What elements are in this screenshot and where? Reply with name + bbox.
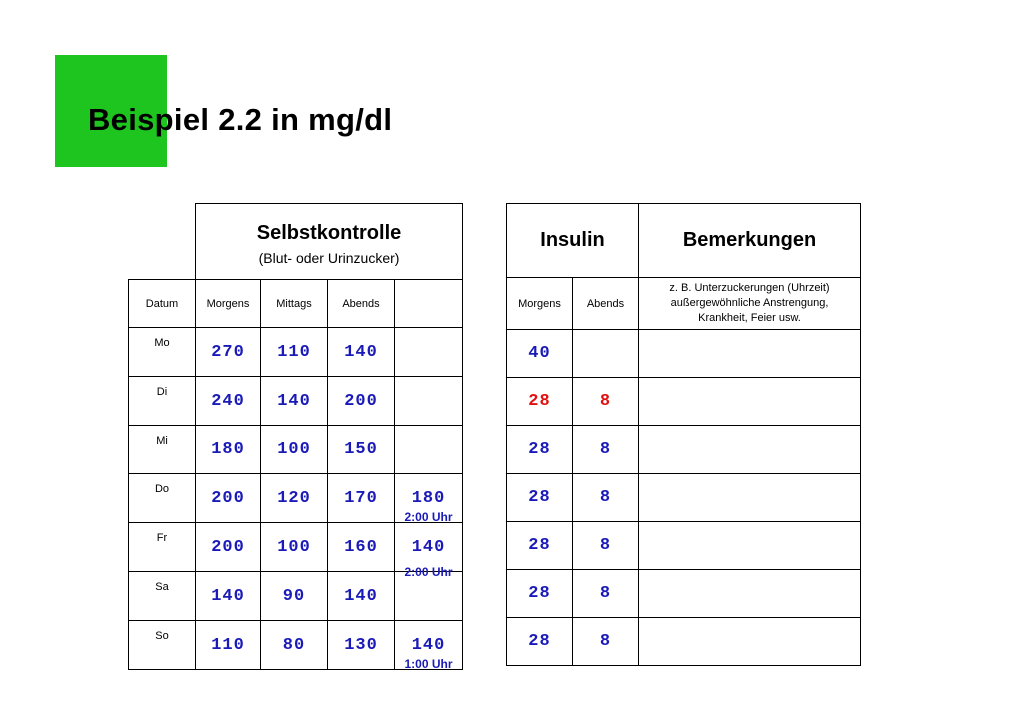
insulin-header: Insulin [507, 204, 639, 278]
table-row [507, 570, 861, 618]
remark-cell [639, 570, 861, 618]
selbstkontrolle-subtitle: (Blut- oder Urinzucker) [258, 250, 400, 266]
col-header-abends: Abends [328, 280, 395, 328]
day-cell: So [129, 621, 196, 670]
table-row [129, 426, 463, 474]
insulin-value-highlight: 28 [507, 378, 573, 426]
table-row [129, 523, 463, 572]
extra-value: 180 [411, 488, 446, 508]
remark-cell [639, 474, 861, 522]
insulin-value: 8 [573, 522, 639, 570]
value-cell: 120 [261, 474, 328, 523]
remark-cell [639, 378, 861, 426]
value-cell: 160 [328, 523, 395, 572]
remark-cell [639, 522, 861, 570]
description-line: Krankheit, Feier usw. [698, 312, 801, 324]
table-row [507, 474, 861, 522]
empty-corner [129, 204, 196, 280]
value-cell: 100 [261, 426, 328, 474]
value-cell [395, 328, 463, 377]
value-cell: 200 [196, 474, 261, 523]
time-note: 2:00 Uhr [404, 510, 453, 524]
selbstkontrolle-table [128, 203, 463, 670]
value-cell: 140 [328, 328, 395, 377]
description-line: außergewöhnliche Anstrengung, [670, 297, 829, 309]
value-cell: 140 [196, 572, 261, 621]
value-cell: 110 [261, 328, 328, 377]
value-cell: 140 [261, 377, 328, 426]
insulin-value: 28 [507, 618, 573, 666]
value-cell: 170 [328, 474, 395, 523]
insulin-value: 28 [507, 426, 573, 474]
description-line: z. B. Unterzuckerungen (Uhrzeit) [669, 282, 830, 294]
bemerkungen-description [639, 278, 861, 330]
value-cell: 200 [328, 377, 395, 426]
table-row [129, 474, 463, 523]
insulin-value: 8 [573, 618, 639, 666]
day-cell: Fr [129, 523, 196, 572]
insulin-value: 28 [507, 522, 573, 570]
value-cell: 100 [261, 523, 328, 572]
insulin-table [506, 203, 861, 666]
col-header-morgens: Morgens [196, 280, 261, 328]
insulin-value: 40 [507, 330, 573, 378]
table-row [129, 572, 463, 621]
col-header-mittags: Mittags [261, 280, 328, 328]
col-header-datum: Datum [129, 280, 196, 328]
extra-value: 140 [411, 635, 446, 655]
table-row [507, 618, 861, 666]
col-header-insulin-abends: Abends [573, 278, 639, 330]
page-title: Beispiel 2.2 in mg/dl [88, 102, 393, 137]
value-cell: 110 [196, 621, 261, 670]
day-cell: Di [129, 377, 196, 426]
insulin-value [573, 330, 639, 378]
value-cell-with-time [395, 474, 463, 523]
day-cell: Mi [129, 426, 196, 474]
insulin-value: 8 [573, 426, 639, 474]
insulin-value: 8 [573, 474, 639, 522]
insulin-value-highlight: 8 [573, 378, 639, 426]
col-header-extra [395, 280, 463, 328]
value-cell-with-time [395, 523, 463, 579]
table-row [507, 330, 861, 378]
value-cell: 270 [196, 328, 261, 377]
remark-cell [639, 426, 861, 474]
table-row [507, 426, 861, 474]
insulin-value: 28 [507, 474, 573, 522]
value-cell [395, 426, 463, 474]
table-row [507, 522, 861, 570]
value-cell [395, 377, 463, 426]
table-row [129, 328, 463, 377]
bemerkungen-header: Bemerkungen [639, 204, 861, 278]
remark-cell [639, 618, 861, 666]
selbstkontrolle-title: Selbstkontrolle [256, 222, 402, 244]
insulin-value: 28 [507, 570, 573, 618]
time-note: 1:00 Uhr [404, 657, 453, 671]
day-cell: Do [129, 474, 196, 523]
table-row [507, 378, 861, 426]
table-row [129, 621, 463, 670]
value-cell: 150 [328, 426, 395, 474]
insulin-value: 8 [573, 570, 639, 618]
table-row [129, 377, 463, 426]
extra-value: 140 [411, 537, 446, 557]
selbstkontrolle-header [196, 204, 463, 280]
value-cell-with-time [395, 621, 463, 670]
value-cell: 200 [196, 523, 261, 572]
col-header-insulin-morgens: Morgens [507, 278, 573, 330]
value-cell: 90 [261, 572, 328, 621]
remark-cell [639, 330, 861, 378]
day-cell: Sa [129, 572, 196, 621]
value-cell: 240 [196, 377, 261, 426]
value-cell: 130 [328, 621, 395, 670]
value-cell: 180 [196, 426, 261, 474]
value-cell: 140 [328, 572, 395, 621]
value-cell [395, 572, 463, 621]
time-note: 2:00 Uhr [404, 565, 453, 579]
value-cell: 80 [261, 621, 328, 670]
day-cell: Mo [129, 328, 196, 377]
